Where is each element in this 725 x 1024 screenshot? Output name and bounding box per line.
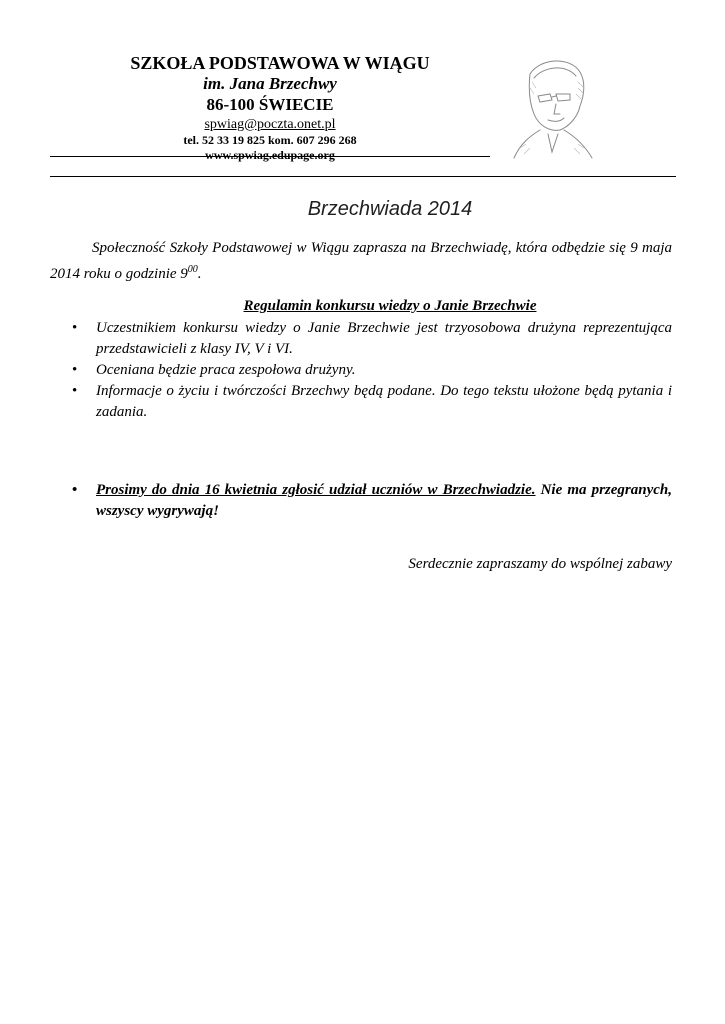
list-item [72, 381, 672, 423]
intro-text: Społeczność Szkoły Podstawowej w Wiągu zaprasza na Brzechwiadę, która odbędzie się 9 maja 2014 roku o godzinie 9 [50, 240, 672, 282]
school-header [50, 52, 490, 163]
intro-paragraph [50, 238, 672, 285]
rules-heading: Regulamin konkursu wiedzy o Janie Brzechwie [243, 298, 537, 314]
bullet-icon: • [72, 482, 78, 498]
website-link[interactable]: www.spwiag.edupage.org [205, 148, 335, 162]
school-name: SZKOŁA PODSTAWOWA W WIĄGU [130, 53, 430, 73]
list-item [72, 480, 672, 522]
bullet-icon: • [72, 320, 78, 336]
intro-time-superscript: 00 [187, 264, 198, 275]
bullet-icon: • [72, 362, 78, 378]
email-link[interactable]: spwiag@poczta.onet.pl [204, 117, 336, 132]
header-bottom-divider [50, 176, 676, 177]
intro-end: . [197, 266, 202, 282]
rule-text: Informacje o życiu i twórczości Brzechwy będą podane. Do tego tekstu ułożone będą pytania i zadania. [96, 383, 672, 420]
list-item [72, 318, 672, 360]
list-item [72, 360, 672, 381]
rule-text: Oceniana będzie praca zespołowa drużyny. [96, 362, 356, 378]
registration-notice [72, 480, 672, 522]
school-address: 86-100 ŚWIECIE [206, 95, 334, 114]
closing-line: Serdecznie zapraszamy do wspólnej zabawy [408, 556, 672, 572]
rules-list [72, 318, 672, 423]
event-title: Brzechwiada 2014 [307, 198, 473, 220]
header-divider [50, 156, 490, 157]
patron-portrait-sketch [500, 52, 610, 162]
rule-text: Uczestnikiem konkursu wiedzy o Janie Brzechwie jest trzyosobowa drużyna reprezentująca przedstawicieli z klasy IV, V i VI. [96, 320, 672, 357]
notice-deadline-text: Prosimy do dnia 16 kwietnia zgłosić udział uczniów w Brzechwiadzie. [96, 482, 536, 498]
notice-rest-text: Nie ma przegranych, wszyscy wygrywają! [96, 482, 672, 519]
school-patron: im. Jana Brzechwy [203, 74, 337, 93]
bullet-icon: • [72, 383, 78, 399]
phone-numbers: tel. 52 33 19 825 kom. 607 296 268 [183, 133, 357, 147]
